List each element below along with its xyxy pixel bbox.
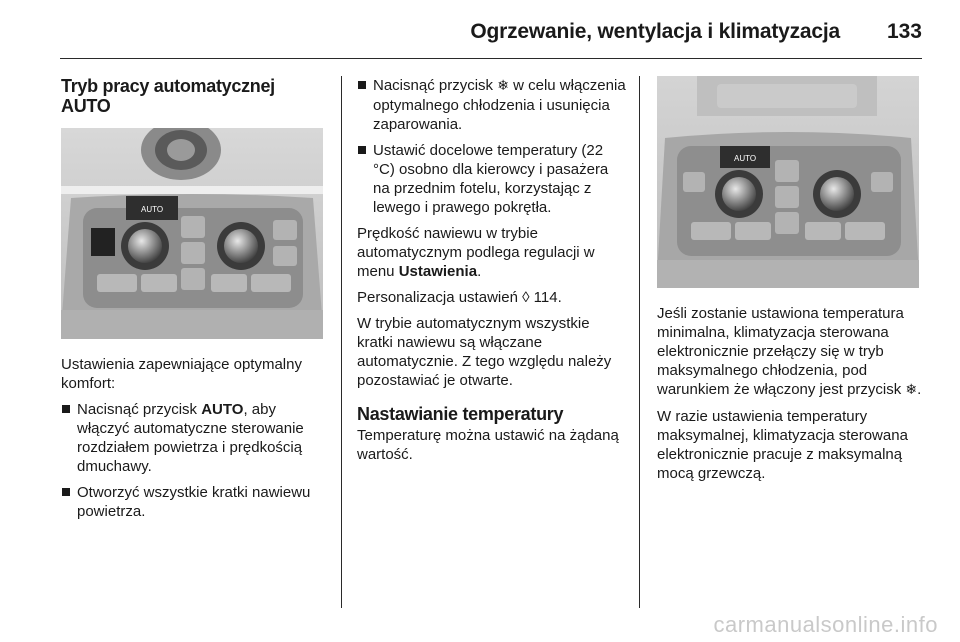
paragraph: Prędkość nawiewu w trybie automatycznym podlega regulacji w menu Ustawienia. (357, 225, 595, 280)
cross-reference: Personalizacja ustawień ◊ 114. (357, 289, 562, 306)
snowflake-icon: ❄ (497, 78, 509, 94)
column-3-body (657, 304, 925, 490)
climate-panel-illustration (657, 76, 919, 288)
paragraph: Jeśli zostanie ustawiona temperatura minimalna, klimatyzacja sterowana elektronicznie przełączy się w tryb maksymalnego chłodzenia, pod warunkiem że włączony jest przycisk ❄. (657, 305, 922, 398)
column-divider-2 (639, 76, 640, 608)
column-1 (61, 76, 326, 126)
bullet-square (358, 81, 366, 89)
list-item: Ustawić docelowe temperatury (22 °C) osobno dla kierowcy i pasażera na przednim fotelu, korzystając z lewego i prawego pokrętła. (357, 141, 627, 217)
paragraph: W trybie automatycznym wszystkie kratki nawiewu są włączane automatycznie. Z tego względu należy pozostawiać je otwarte. (357, 315, 612, 389)
list-item: Nacisnąć przycisk ❄ w celu włączenia optymalnego chłodzenia i usunięcia zaparowania. (357, 76, 627, 134)
page-number: 133 (886, 20, 922, 43)
paragraph: Temperaturę można ustawić na żądaną wartość. (357, 427, 619, 463)
climate-panel-photo-right (657, 76, 919, 288)
watermark: carmanualsonline.info (713, 612, 938, 637)
snowflake-icon: ❄ (905, 382, 918, 398)
climate-panel-illustration (61, 128, 323, 339)
paragraph: W razie ustawienia temperatury maksymalnej, klimatyzacja sterowana elektronicznie pracuje z maksymalną mocą grzewczą. (657, 408, 908, 482)
column-2 (357, 76, 627, 471)
auto-label-left-fig: AUTO (141, 205, 164, 214)
bullet-square (358, 146, 366, 154)
climate-panel-photo-left (61, 128, 323, 339)
intro-text: Ustawienia zapewniające optymalny komfort: (61, 356, 302, 392)
bullet-square (62, 405, 70, 413)
column-1-body (61, 355, 329, 528)
list-item: Otworzyć wszystkie kratki nawiewu powietrza. (61, 483, 329, 521)
header-title: Ogrzewanie, wentylacja i klimatyzacja (470, 20, 840, 43)
section-heading-temperature: Nastawianie temperatury (357, 404, 564, 424)
settings-menu-reference: Ustawienia (398, 263, 478, 280)
section-heading-auto: Tryb pracy automatycznej AUTO (61, 76, 275, 116)
header-rule (60, 58, 922, 59)
list-item: Nacisnąć przycisk AUTO, aby włączyć automatyczne sterowanie rozdziałem powietrza i prędkością dmuchawy. (61, 400, 329, 476)
auto-label-right-fig: AUTO (734, 154, 757, 163)
bullet-square (62, 488, 70, 496)
column-divider-1 (341, 76, 342, 608)
auto-button-reference: AUTO (201, 401, 244, 418)
page-header (0, 0, 960, 60)
